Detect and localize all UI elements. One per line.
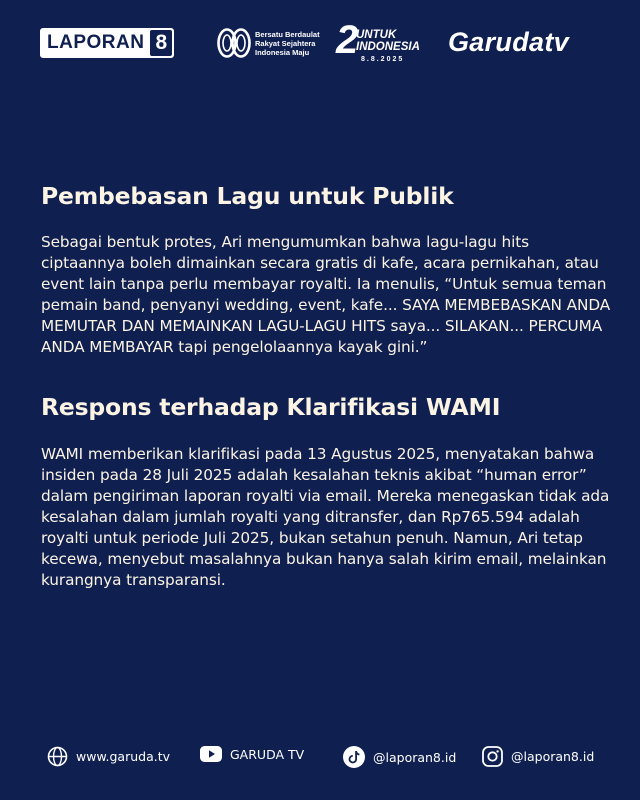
section-body: Sebagai bentuk protes, Ari mengumumkan bahwa lagu-lagu hits ciptaannya boleh dimainkan secara gratis di kafe, acara pernikahan, atau event lain tanpa perlu membayar royalti. Ia menulis, “Untuk semua teman pemain band, penyanyi wedding, event, kafe... SAYA MEMBEBASKAN ANDA MEMUTAR DAN MEMAINKAN LAGU-LAGU HITS saya... SILAKAN... PERCUMA ANDA MEMBAYAR tapi pengelolaannya kayak gini.” xyxy=(41,233,611,356)
garudatv-logo: Garudatv xyxy=(448,27,569,57)
footer-tiktok-label: @laporan8.id xyxy=(373,749,457,765)
globe-icon xyxy=(47,746,68,767)
tagline-line: Bersatu Berdaulat xyxy=(255,29,320,39)
anniversary-80-logo xyxy=(217,26,320,60)
article-content xyxy=(41,180,611,591)
footer xyxy=(0,740,640,776)
section-title: Respons terhadap Klarifikasi WAMI xyxy=(41,393,501,421)
footer-youtube-label: GARUDA TV xyxy=(230,746,305,762)
footer-website[interactable] xyxy=(47,746,170,767)
section-title: Pembebasan Lagu untuk Publik xyxy=(41,182,454,210)
anniversary-tagline xyxy=(255,30,320,57)
instagram-icon xyxy=(482,746,503,767)
untuk-indonesia-logo xyxy=(336,18,428,68)
untuk-indonesia-date: 8.8.2025 xyxy=(361,56,405,63)
footer-instagram[interactable] xyxy=(482,746,594,767)
footer-youtube[interactable] xyxy=(200,746,304,762)
section-body: WAMI memberikan klarifikasi pada 13 Agustus 2025, menyatakan bahwa insiden pada 28 Juli 2025 adalah kesalahan teknis akibat “human error” dalam pengiriman laporan royalti via email. Mereka menegaskan tidak ada kesalahan dalam jumlah royalti yang ditransfer, dan Rp765.594 adalah royalti untuk periode Juli 2025, bukan setahun penuh. Namun, Ari tetap kecewa, menyebut masalahnya bukan hanya salah kirim email, melainkan kurangnya transparansi. xyxy=(41,445,610,589)
header xyxy=(0,0,640,85)
untuk-indonesia-words xyxy=(356,29,420,53)
anniversary-80-icon xyxy=(217,27,251,59)
tagline-line: Indonesia Maju xyxy=(255,47,310,57)
laporan8-logo-number: 8 xyxy=(150,30,172,56)
footer-website-label: www.garuda.tv xyxy=(76,749,171,764)
indonesia-word: INDONESIA xyxy=(356,41,420,53)
youtube-icon xyxy=(200,746,222,762)
untuk-indonesia-number: 2 xyxy=(336,18,359,62)
tagline-line: Rakyat Sejahtera xyxy=(255,38,316,48)
footer-tiktok[interactable] xyxy=(343,746,456,768)
laporan8-logo xyxy=(40,28,174,58)
untuk-word: UNTUK xyxy=(356,29,397,41)
laporan8-logo-text: LAPORAN xyxy=(42,30,150,56)
footer-instagram-label: @laporan8.id xyxy=(511,749,595,764)
tiktok-icon xyxy=(343,746,365,768)
